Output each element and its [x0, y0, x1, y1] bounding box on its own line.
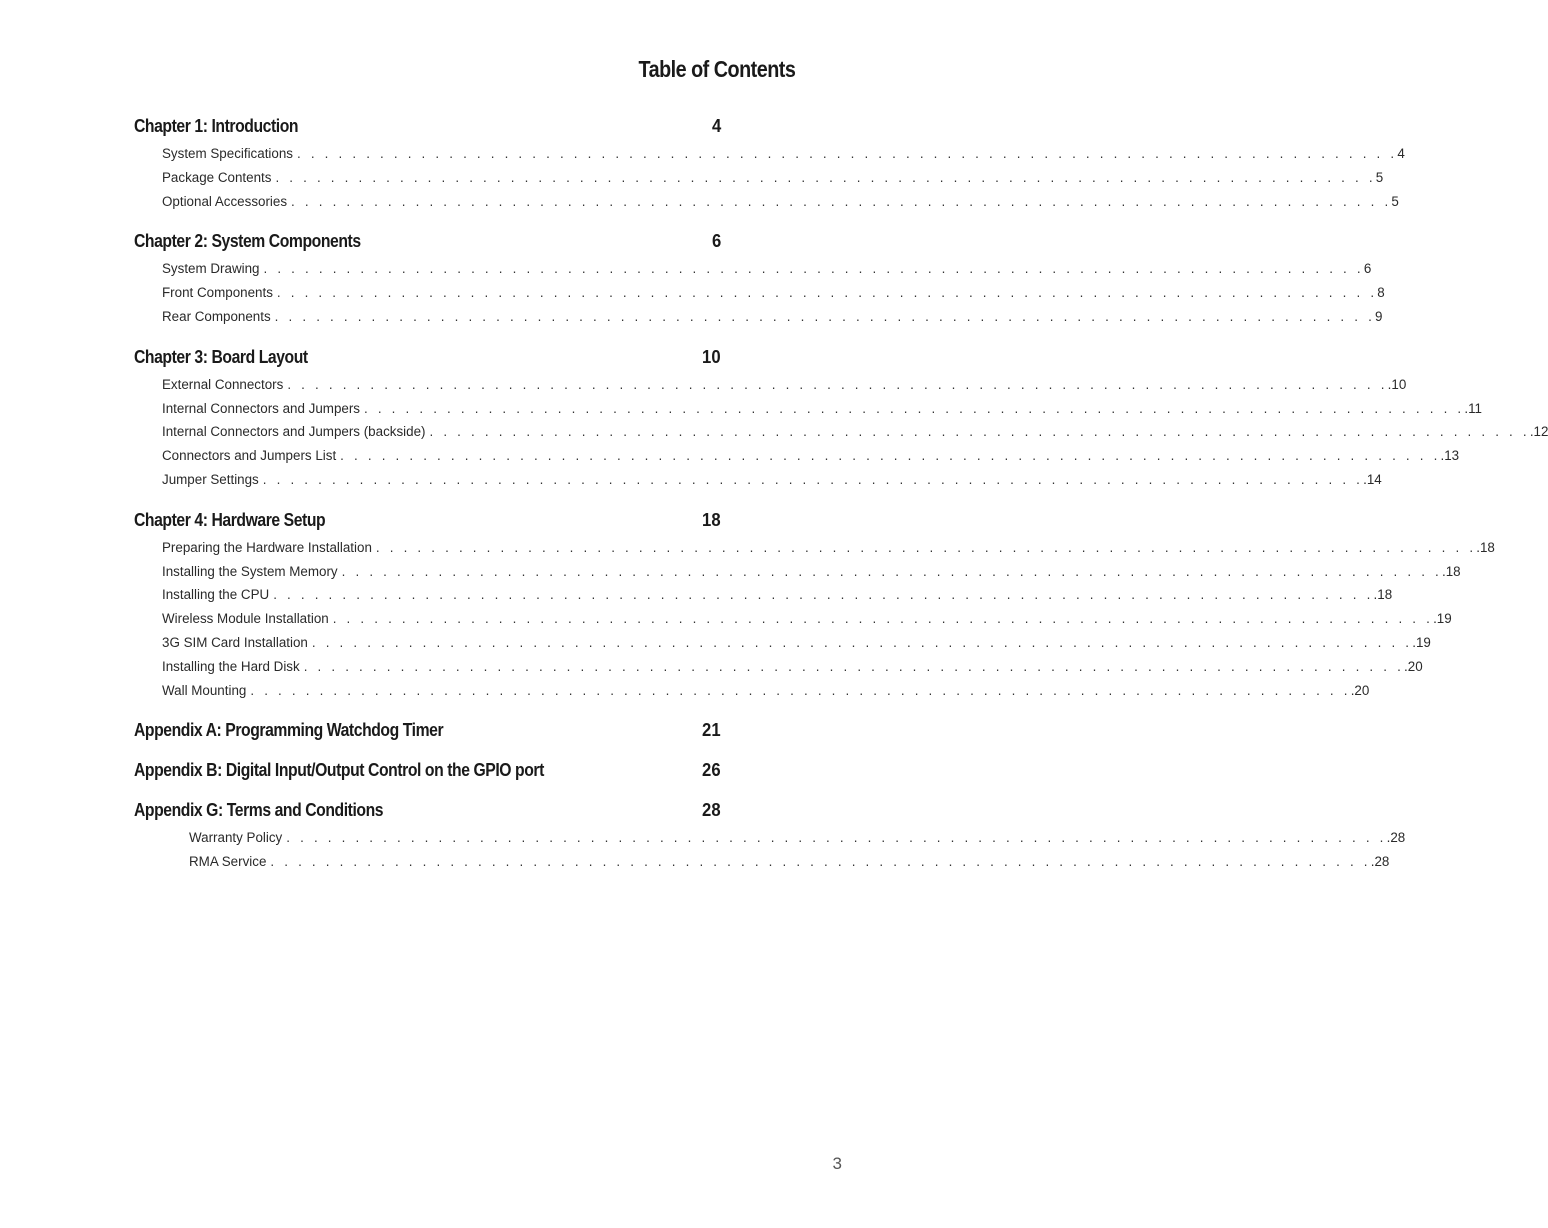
table-of-contents [134, 112, 1548, 888]
section-title: Appendix G: Terms and Conditions [134, 799, 384, 821]
section-heading[interactable] [134, 756, 721, 784]
toc-entry[interactable] [134, 190, 1399, 214]
entry-page-number: .20 [1350, 682, 1370, 698]
toc-entry[interactable] [134, 631, 1431, 655]
entry-page-number: 6 [1363, 261, 1372, 277]
section-page-number: 6 [711, 230, 721, 252]
section-title: Chapter 1: Introduction [134, 115, 299, 136]
entry-page-number: .13 [1440, 448, 1460, 464]
entry-label: Wall Mounting [162, 682, 247, 698]
entry-list [134, 257, 1385, 328]
entry-label: External Connectors [162, 376, 284, 392]
toc-section [134, 506, 1495, 717]
dot-leader: . . . . . . . . . . . . . . . . . . . . . . . . . . . . . . . . . . . . . . . . . . . . . . . . . . . . . . . . . . . . . . . . . . . . . . . . . . . . . . . . [276, 285, 1378, 301]
entry-page-number: .18 [1373, 587, 1393, 603]
section-page-number: 18 [702, 508, 721, 530]
entry-label: Internal Connectors and Jumpers [162, 400, 360, 416]
entry-page-number: .19 [1433, 611, 1452, 627]
entry-label: Rear Components [162, 308, 271, 324]
entry-page-number: .11 [1464, 400, 1482, 416]
toc-entry[interactable] [134, 560, 1461, 584]
toc-entry[interactable] [134, 468, 1382, 492]
dot-leader: . . . . . . . . . . . . . . . . . . . . . . . . . . . . . . . . . . . . . . . . . . . . . . . . . . . . . . . . . . . . . . . . . . . . . . . . . . . . . . . . [274, 308, 1376, 324]
entry-list [134, 826, 1406, 874]
entry-page-number: 5 [1375, 169, 1384, 185]
dot-leader: . . . . . . . . . . . . . . . . . . . . . . . . . . . . . . . . . . . . . . . . . . . . . . . . . . . . . . . . . . . . . . . . . . . . . . . . . . . . . . . . [311, 634, 1413, 650]
toc-entry[interactable] [134, 373, 1407, 397]
toc-entry[interactable] [134, 679, 1370, 703]
dot-leader: . . . . . . . . . . . . . . . . . . . . . . . . . . . . . . . . . . . . . . . . . . . . . . . . . . . . . . . . . . . . . . . . . . . . . . . . . . . . . . . . [375, 539, 1477, 555]
toc-entry[interactable] [134, 607, 1452, 631]
entry-list [134, 373, 1548, 492]
toc-section [134, 343, 1548, 506]
dot-leader: . . . . . . . . . . . . . . . . . . . . . . . . . . . . . . . . . . . . . . . . . . . . . . . . . . . . . . . . . . . . . . . . . . . . . . . . . . . . . . . . [340, 448, 1441, 464]
entry-page-number: .28 [1386, 830, 1406, 846]
page-number: 3 [832, 1154, 842, 1173]
toc-entry[interactable] [134, 142, 1405, 166]
section-title: Chapter 4: Hardware Setup [134, 508, 326, 530]
toc-section [134, 716, 721, 756]
section-title: Appendix B: Digital Input/Output Control on the GPIO port [134, 759, 544, 781]
entry-page-number: 9 [1375, 308, 1383, 324]
dot-leader: . . . . . . . . . . . . . . . . . . . . . . . . . . . . . . . . . . . . . . . . . . . . . . . . . . . . . . . . . . . . . . . . . . . . . . . . . . . . . . . . [287, 376, 1388, 392]
entry-page-number: .18 [1441, 563, 1461, 579]
section-heading[interactable] [134, 112, 721, 140]
entry-page-number: .18 [1476, 539, 1495, 555]
section-title: Appendix A: Programming Watchdog Timer [134, 719, 444, 741]
toc-entry[interactable] [134, 826, 1406, 850]
toc-entry[interactable] [134, 420, 1548, 444]
entry-page-number: 8 [1377, 285, 1385, 301]
dot-leader: . . . . . . . . . . . . . . . . . . . . . . . . . . . . . . . . . . . . . . . . . . . . . . . . . . . . . . . . . . . . . . . . . . . . . . . . . . . . . . . . [291, 193, 1392, 209]
toc-entry[interactable] [134, 166, 1384, 190]
toc-entry[interactable] [134, 583, 1393, 607]
dot-leader: . . . . . . . . . . . . . . . . . . . . . . . . . . . . . . . . . . . . . . . . . . . . . . . . . . . . . . . . . . . . . . . . . . . . . . . . . . . . . . . . [429, 424, 1530, 440]
toc-entry[interactable] [134, 257, 1372, 281]
toc-entry[interactable] [134, 397, 1482, 421]
section-page-number: 28 [702, 799, 721, 821]
entry-page-number: .20 [1404, 658, 1423, 674]
section-page-number: 10 [702, 345, 721, 367]
dot-leader: . . . . . . . . . . . . . . . . . . . . . . . . . . . . . . . . . . . . . . . . . . . . . . . . . . . . . . . . . . . . . . . . . . . . . . . . . . . . . . . . [262, 471, 1364, 487]
entry-label: Front Components [162, 285, 273, 301]
section-title: Chapter 2: System Components [134, 230, 361, 252]
section-title: Chapter 3: Board Layout [134, 345, 308, 367]
entry-label: Installing the Hard Disk [162, 658, 300, 674]
entry-label: 3G SIM Card Installation [162, 634, 308, 650]
dot-leader: . . . . . . . . . . . . . . . . . . . . . . . . . . . . . . . . . . . . . . . . . . . . . . . . . . . . . . . . . . . . . . . . . . . . . . . . . . . . . . . . [263, 261, 1364, 277]
entry-label: RMA Service [189, 854, 267, 870]
dot-leader: . . . . . . . . . . . . . . . . . . . . . . . . . . . . . . . . . . . . . . . . . . . . . . . . . . . . . . . . . . . . . . . . . . . . . . . . . . . . . . . . [364, 400, 1465, 416]
entry-label: Package Contents [162, 169, 272, 185]
entry-label: System Drawing [162, 261, 260, 277]
entry-page-number: 4 [1397, 146, 1405, 161]
entry-page-number: .10 [1387, 376, 1407, 392]
section-heading[interactable] [134, 506, 721, 534]
toc-entry[interactable] [134, 305, 1383, 329]
entry-label: Wireless Module Installation [162, 611, 329, 627]
dot-leader: . . . . . . . . . . . . . . . . . . . . . . . . . . . . . . . . . . . . . . . . . . . . . . . . . . . . . . . . . . . . . . . . . . . . . . . . . . . . . . . . [275, 169, 1376, 185]
entry-label: Warranty Policy [189, 830, 283, 846]
toc-section [134, 796, 1406, 888]
section-heading[interactable] [134, 796, 721, 824]
entry-label: Installing the System Memory [162, 563, 338, 579]
toc-section [134, 227, 1385, 342]
entry-list [134, 536, 1495, 703]
section-heading[interactable] [134, 343, 721, 371]
entry-label: Internal Connectors and Jumpers (backside) [162, 424, 426, 440]
entry-page-number: 5 [1391, 193, 1399, 209]
entry-list [134, 142, 1405, 213]
toc-entry[interactable] [134, 850, 1390, 874]
toc-entry[interactable] [134, 536, 1495, 560]
section-heading[interactable] [134, 227, 721, 255]
page-title: Table of Contents [638, 56, 795, 82]
entry-page-number: .28 [1370, 854, 1390, 870]
entry-label: Installing the CPU [162, 587, 270, 603]
toc-entry[interactable] [134, 444, 1460, 468]
dot-leader: . . . . . . . . . . . . . . . . . . . . . . . . . . . . . . . . . . . . . . . . . . . . . . . . . . . . . . . . . . . . . . . . . . . . . . . . . . . . . . . . [296, 146, 1398, 161]
dot-leader: . . . . . . . . . . . . . . . . . . . . . . . . . . . . . . . . . . . . . . . . . . . . . . . . . . . . . . . . . . . . . . . . . . . . . . . . . . . . . . . . [332, 611, 1434, 627]
entry-page-number: .12 [1529, 424, 1548, 440]
dot-leader: . . . . . . . . . . . . . . . . . . . . . . . . . . . . . . . . . . . . . . . . . . . . . . . . . . . . . . . . . . . . . . . . . . . . . . . . . . . . . . . . [286, 830, 1387, 846]
dot-leader: . . . . . . . . . . . . . . . . . . . . . . . . . . . . . . . . . . . . . . . . . . . . . . . . . . . . . . . . . . . . . . . . . . . . . . . . . . . . . . . . [250, 682, 1351, 698]
entry-label: System Specifications [162, 146, 293, 161]
entry-label: Optional Accessories [162, 193, 288, 209]
entry-label: Connectors and Jumpers List [162, 448, 337, 464]
entry-page-number: .14 [1363, 471, 1382, 487]
toc-entry[interactable] [134, 655, 1423, 679]
dot-leader: . . . . . . . . . . . . . . . . . . . . . . . . . . . . . . . . . . . . . . . . . . . . . . . . . . . . . . . . . . . . . . . . . . . . . . . . . . . . . . . . [270, 854, 1371, 870]
section-page-number: 21 [702, 719, 721, 741]
entry-label: Jumper Settings [162, 471, 259, 487]
dot-leader: . . . . . . . . . . . . . . . . . . . . . . . . . . . . . . . . . . . . . . . . . . . . . . . . . . . . . . . . . . . . . . . . . . . . . . . . . . . . . . . . [303, 658, 1405, 674]
toc-section [134, 112, 1405, 227]
section-page-number: 26 [702, 759, 721, 781]
toc-entry[interactable] [134, 281, 1385, 305]
dot-leader: . . . . . . . . . . . . . . . . . . . . . . . . . . . . . . . . . . . . . . . . . . . . . . . . . . . . . . . . . . . . . . . . . . . . . . . . . . . . . . . . [341, 563, 1442, 579]
section-heading[interactable] [134, 716, 721, 744]
entry-label: Preparing the Hardware Installation [162, 539, 372, 555]
section-page-number: 4 [711, 115, 721, 136]
entry-page-number: .19 [1412, 634, 1431, 650]
toc-section [134, 756, 721, 796]
dot-leader: . . . . . . . . . . . . . . . . . . . . . . . . . . . . . . . . . . . . . . . . . . . . . . . . . . . . . . . . . . . . . . . . . . . . . . . . . . . . . . . . [273, 587, 1374, 603]
